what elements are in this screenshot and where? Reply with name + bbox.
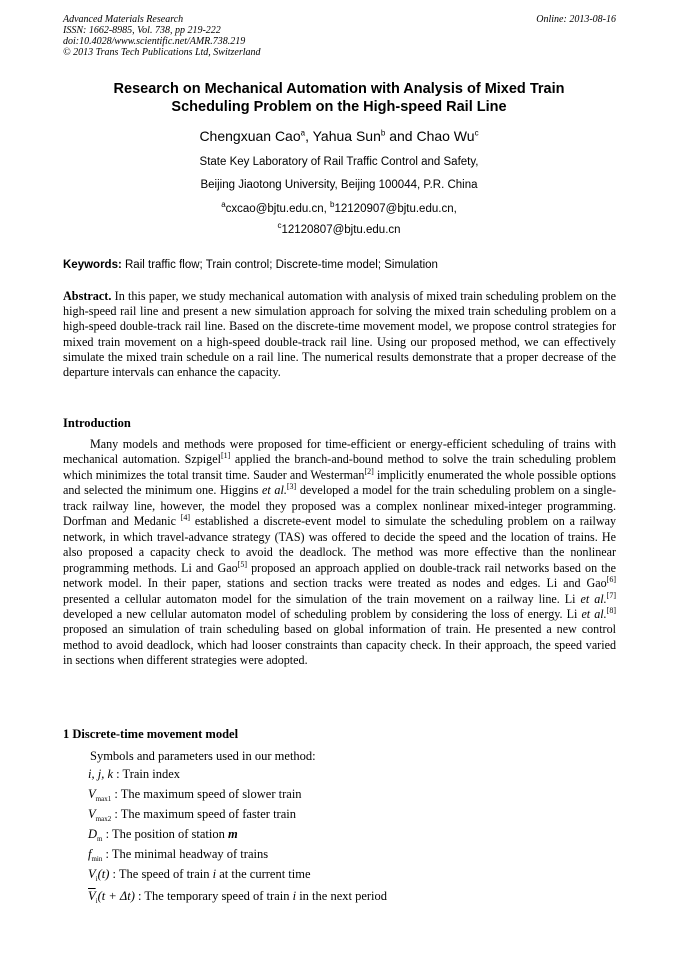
citation-ref[interactable]: [6] bbox=[606, 575, 616, 585]
author-3-mark: c bbox=[474, 128, 479, 138]
email-b[interactable]: 12120907@bjtu.edu.cn, bbox=[334, 202, 457, 215]
author-2-mark: b bbox=[380, 128, 386, 138]
intro-text: applied the branch-and-bound method to solve the train scheduling problem which minimizes the total transit time. Sauder and Westerman bbox=[63, 452, 616, 482]
intro-text: implicitly enumerated the whole possible options and selected the minimum one. Higgins bbox=[63, 467, 616, 498]
citation-ref[interactable]: [8] bbox=[606, 605, 616, 615]
author-3: Chao Wu bbox=[416, 128, 475, 144]
copyright: © 2013 Trans Tech Publications Ltd, Switzerland bbox=[63, 47, 261, 58]
journal-name: Advanced Materials Research bbox=[63, 14, 184, 25]
symbol-sub: m bbox=[97, 835, 103, 843]
symbol-desc: : The maximum speed of faster train bbox=[111, 807, 296, 821]
symbol-vi-temp bbox=[88, 889, 387, 905]
intro-text: Many models and methods were proposed for time-efficient or energy-efficient scheduling of trains with mechanical automation. Szpigel bbox=[63, 437, 616, 467]
email-mark: c bbox=[277, 221, 282, 230]
symbol-sub: i bbox=[95, 897, 98, 905]
symbol-vmax1 bbox=[88, 787, 302, 803]
author-sep: , bbox=[305, 128, 313, 144]
introduction-paragraph bbox=[63, 437, 616, 669]
symbol-var: f bbox=[88, 847, 92, 861]
symbol-sub: i bbox=[95, 875, 98, 883]
symbol-vmax2 bbox=[88, 807, 296, 823]
intro-text: developed a model for the train scheduling problem on a single-track railway line, however, the model they proposed was a complex nonlinear mixed-integer programming. Dorfman and Medanic bbox=[63, 483, 616, 529]
symbol-var: $\overline{V}$ bbox=[88, 889, 96, 903]
symbol-desc: : The maximum speed of slower train bbox=[111, 787, 302, 801]
citation-ref[interactable]: [7] bbox=[606, 590, 616, 600]
symbol-fmin bbox=[88, 847, 268, 863]
author-sep: and bbox=[385, 128, 417, 144]
symbols-intro: Symbols and parameters used in our method: bbox=[90, 749, 316, 763]
symbol-var: i, j, k bbox=[88, 767, 113, 781]
title-line-2: Scheduling Problem on the High-speed Rail Line bbox=[171, 99, 507, 115]
symbol-vi-t bbox=[88, 867, 311, 883]
email-line-1 bbox=[40, 200, 638, 215]
symbol-sub: max2 bbox=[95, 815, 112, 823]
symbol-desc: : The speed of train bbox=[109, 867, 213, 881]
author-1: Chengxuan Cao bbox=[199, 128, 301, 144]
symbol-sub: min bbox=[91, 855, 103, 863]
symbol-var: V bbox=[88, 807, 96, 821]
section-1-heading: 1 Discrete-time movement model bbox=[63, 727, 239, 741]
symbol-train-index bbox=[88, 767, 180, 782]
symbol-desc: : Train index bbox=[113, 767, 181, 781]
abstract bbox=[63, 289, 616, 380]
citation-ref[interactable]: [3] bbox=[286, 482, 297, 492]
symbol-var: V bbox=[88, 867, 96, 881]
email-a[interactable]: cxcao@bjtu.edu.cn, bbox=[225, 202, 331, 215]
symbol-desc: : The temporary speed of train bbox=[134, 889, 293, 903]
title-line-1: Research on Mechanical Automation with Analysis of Mixed Train bbox=[113, 81, 565, 97]
introduction-heading: Introduction bbox=[63, 416, 131, 430]
citation-ref[interactable]: [5] bbox=[237, 559, 247, 569]
author-1-mark: a bbox=[300, 128, 306, 138]
symbol-m: m bbox=[227, 827, 238, 841]
issn: ISSN: 1662-8985, Vol. 738, pp 219-222 bbox=[63, 25, 221, 36]
symbol-sub: max1 bbox=[95, 795, 112, 803]
author-list bbox=[40, 128, 638, 144]
keywords bbox=[63, 259, 616, 271]
abstract-text: In this paper, we study mechanical automation with analysis of mixed train scheduling problem on the high-speed rail line and present a new simulation approach for solving the mixed train scheduling problem on a high-speed double-track rail line. Based on the discrete-time movement model, we propose control strategies for mixed train movement on a high-speed double-track rail line. Using our proposed method, we can effectively simulate the mixed train schedule on a rail line. The numerical results demonstrate that a proper decrease of the departure intervals can enhance the capacity. bbox=[63, 289, 616, 380]
citation-ref[interactable]: [2] bbox=[364, 466, 374, 476]
intro-text: proposed an approach applied on double-track rail networks based on the network model. In their paper, stations and section tracks were treated as nodes and edges. Li and Gao bbox=[63, 560, 617, 591]
et-al: et al. bbox=[262, 483, 287, 498]
symbol-var: D bbox=[88, 827, 98, 841]
intro-text: established a discrete-event model to simulate the scheduling problem on a railway network, in which travel-advance strategy (TAS) was offered to decide the speed and the location of trains. He also proposed a capacity check to avoid the deadlock. The method was more effective than the nonlinear programming methods. Li and Gao bbox=[63, 514, 616, 575]
et-al: et al. bbox=[581, 606, 607, 621]
symbol-arg: (t) bbox=[97, 867, 110, 881]
symbol-desc: : The position of station bbox=[102, 827, 228, 841]
symbol-desc: in the next period bbox=[296, 889, 388, 903]
symbol-arg: (t + Δt) bbox=[97, 889, 135, 903]
symbol-dm bbox=[88, 827, 238, 843]
intro-text: developed a new cellular automaton model of scheduling problem by considering the loss of energy. Li bbox=[63, 606, 582, 621]
affiliation-line-1: State Key Laboratory of Rail Traffic Control and Safety, bbox=[199, 156, 479, 168]
paper-title bbox=[40, 80, 638, 116]
email-mark: a bbox=[221, 200, 226, 209]
abstract-label: Abstract. bbox=[63, 289, 112, 303]
keywords-text: Rail traffic flow; Train control; Discrete-time model; Simulation bbox=[121, 259, 438, 271]
citation-ref[interactable]: [1] bbox=[220, 451, 231, 461]
intro-text: proposed an simulation of train scheduling based on global information of train. He presented a new control method to avoid deadlock, which had looser constraints than capacity check. In their approach, the speed varied in sections when different strategies were adopted. bbox=[63, 622, 616, 668]
symbol-desc: at the current time bbox=[216, 867, 311, 881]
symbol-i: i bbox=[292, 889, 297, 903]
affiliation-line-2: Beijing Jiaotong University, Beijing 100044, P.R. China bbox=[200, 179, 478, 191]
symbol-i: i bbox=[212, 867, 217, 881]
email-c[interactable]: 12120807@bjtu.edu.cn bbox=[281, 223, 401, 236]
email-line-2 bbox=[40, 221, 638, 236]
citation-ref[interactable]: [4] bbox=[180, 513, 191, 523]
symbol-var: V bbox=[88, 787, 96, 801]
email-mark: b bbox=[330, 200, 335, 209]
online-date: Online: 2013-08-16 bbox=[536, 14, 616, 25]
author-2: Yahua Sun bbox=[312, 128, 381, 144]
doi: doi:10.4028/www.scientific.net/AMR.738.219 bbox=[63, 36, 246, 47]
journal-header bbox=[63, 14, 616, 58]
intro-text: presented a cellular automaton model for the simulation of the train movement on a railway line. Li bbox=[63, 591, 581, 606]
et-al: et al. bbox=[580, 591, 607, 606]
symbol-desc: : The minimal headway of trains bbox=[102, 847, 269, 861]
keywords-label: Keywords: bbox=[63, 259, 122, 271]
